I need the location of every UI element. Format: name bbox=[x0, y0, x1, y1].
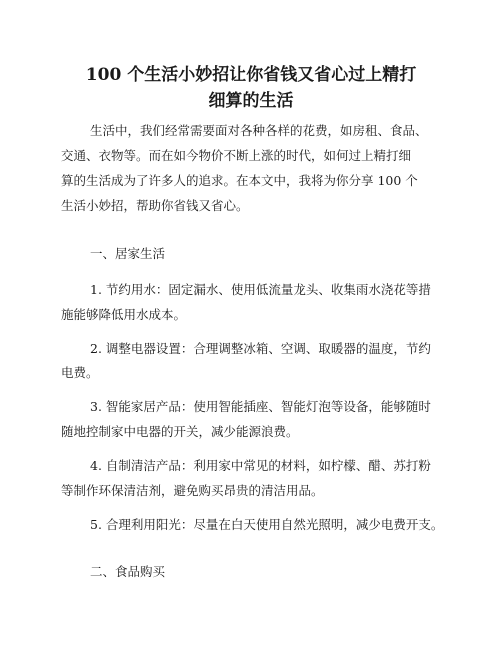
section-heading-home-life: 一、居家生活 bbox=[90, 246, 166, 261]
tip-2-line-2: 电费。 bbox=[61, 365, 99, 380]
intro-line-2: 交通、衣物等。而在如今物价不断上涨的时代，如何过上精打细 bbox=[61, 148, 412, 163]
tip-4-line-2: 等制作环保清洁剂，避免购买昂贵的清洁用品。 bbox=[61, 483, 324, 498]
intro-line-3: 算的生活成为了许多人的追求。在本文中，我将为你分享 100 个 bbox=[61, 173, 418, 188]
tip-2-line-1: 2. 调整电器设置：合理调整冰箱、空调、取暖器的温度，节约 bbox=[90, 341, 431, 356]
tip-4-line-1: 4. 自制清洁产品：利用家中常见的材料，如柠檬、醋、苏打粉 bbox=[90, 458, 431, 473]
document-title-line-1: 100 个生活小妙招让你省钱又省心过上精打 bbox=[85, 65, 417, 85]
tip-3-line-1: 3. 智能家居产品：使用智能插座、智能灯泡等设备，能够随时 bbox=[90, 399, 431, 414]
tip-3-line-2: 随地控制家中电器的开关，减少能源浪费。 bbox=[61, 424, 299, 439]
tip-5-line-1: 5. 合理利用阳光：尽量在白天使用自然光照明，减少电费开支。 bbox=[90, 517, 444, 532]
tip-1-line-1: 1. 节约用水：固定漏水、使用低流量龙头、收集雨水浇花等措 bbox=[90, 282, 431, 297]
intro-line-4: 生活小妙招，帮助你省钱又省心。 bbox=[61, 198, 249, 213]
intro-line-1: 生活中，我们经常需要面对各种各样的花费，如房租、食品、 bbox=[90, 123, 428, 138]
tip-1-line-2: 施能够降低用水成本。 bbox=[61, 307, 187, 322]
section-heading-food-purchase: 二、食品购买 bbox=[90, 564, 166, 579]
document-title-line-2: 细算的生活 bbox=[208, 91, 294, 111]
